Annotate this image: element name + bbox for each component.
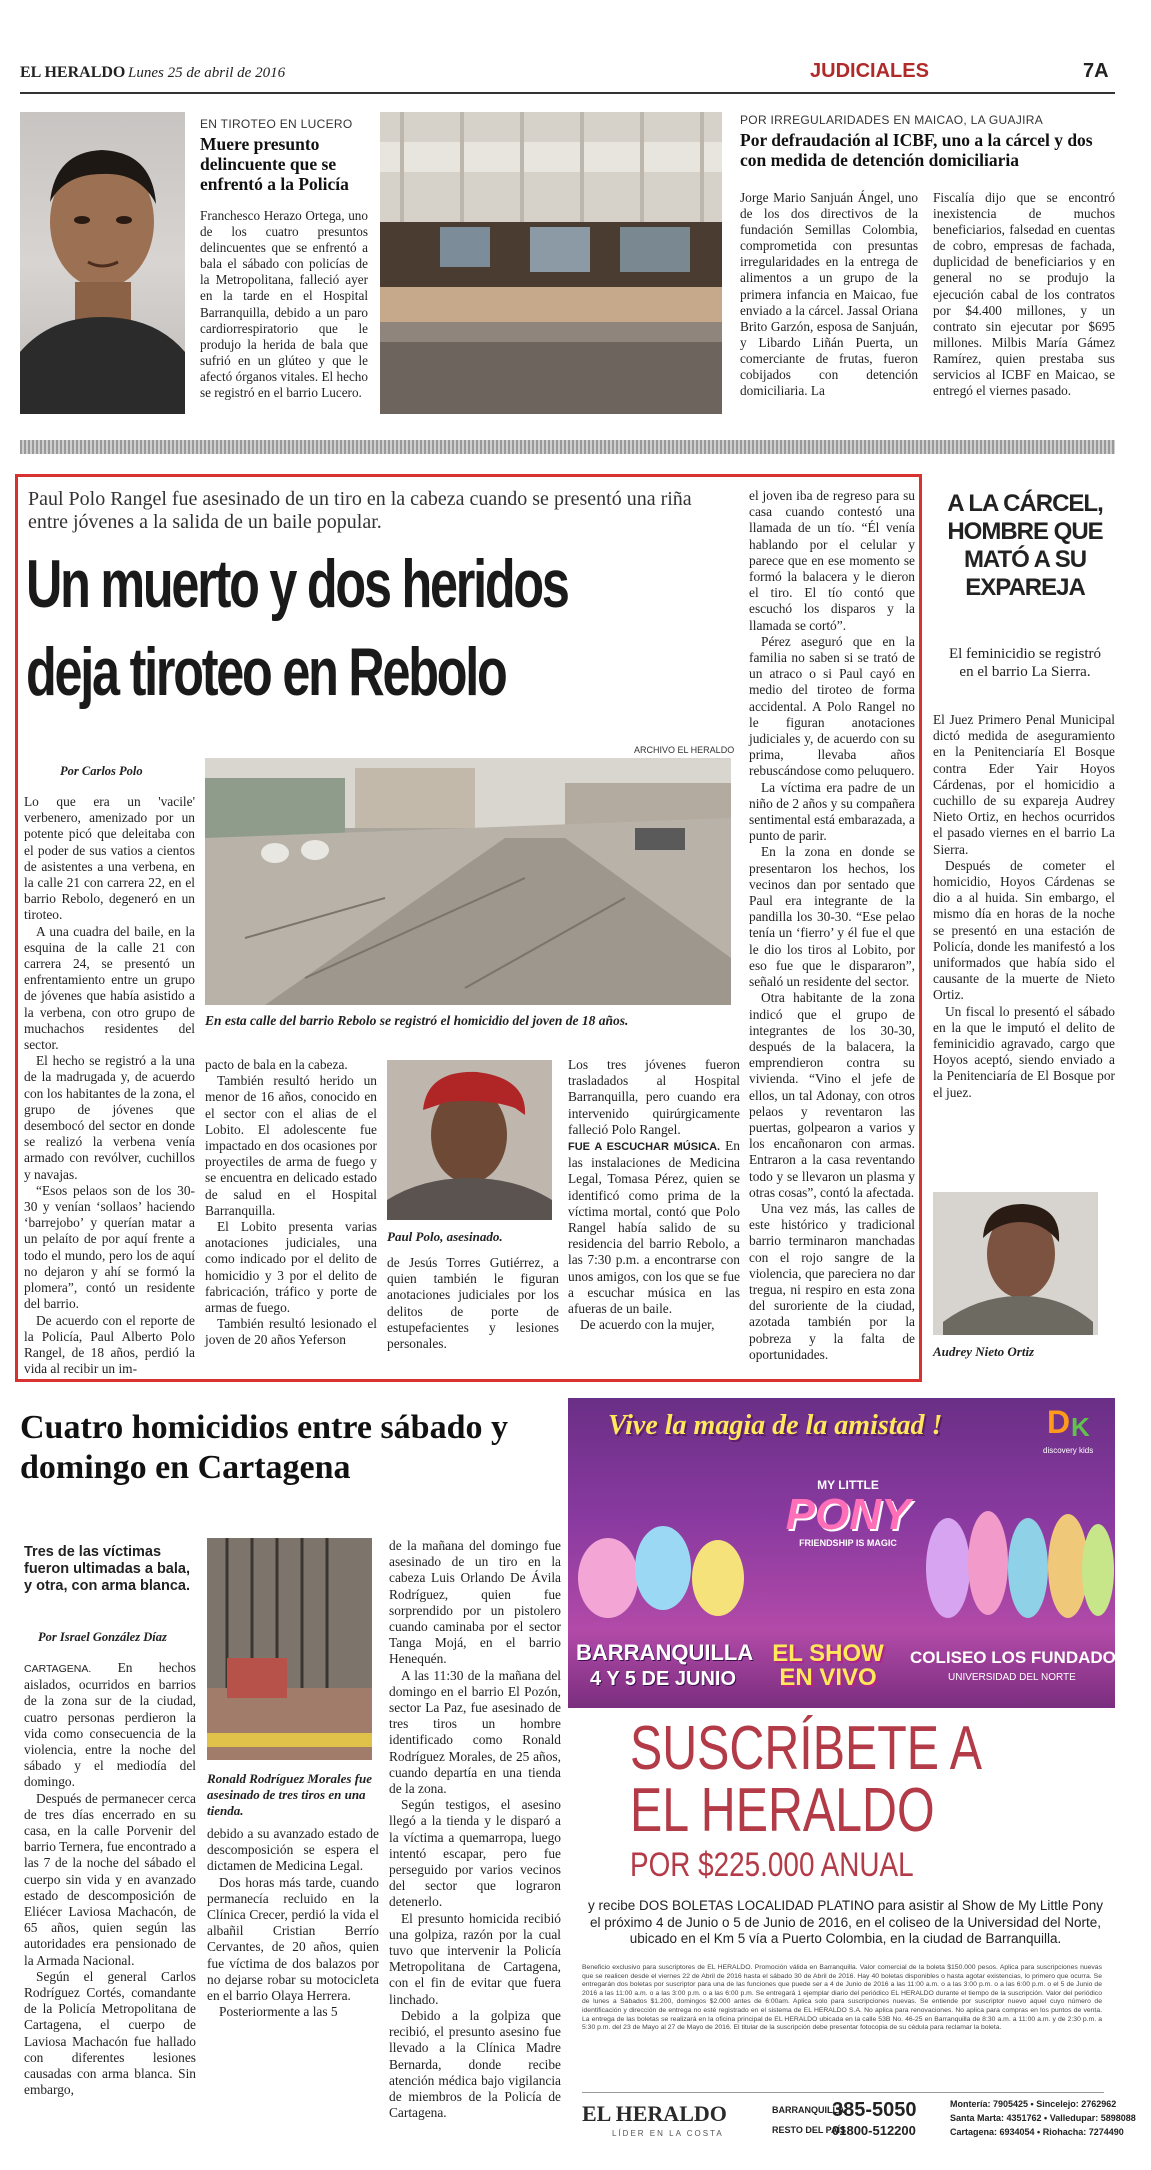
advertisement (568, 1398, 1151, 2150)
cartagena-paragraph: de la mañana del domingo fue asesinado de un tiro en la cabeza Luis Orlando De Ávila Rodríguez, quien fue sorprendido por un pistolero cuando caminaba por el sector Tanga Mojá, en el barrio Henequén. (389, 1538, 561, 1667)
story2-paragraph: Fiscalía dijo que se encontró inexistencia de muchos beneficiarios, falsedad en cuentas de cobro, empresas de fachada, duplicidad de beneficiarios y en general no se produjo la ejecución cabal de los contratos por $4.400 millones, y un contrato sin ejecutar por $695 millones. Milbis María Gámez Ramírez, quien prestaba sus servicios al ICBF en Maicao, se entregó el viernes pasado. (933, 190, 1115, 399)
promo-text: y recibe DOS BOLETAS LOCALIDAD PLATINO para asistir al Show de My Little Pony el próximo 4 de Junio o 5 de Junio de 2016, en el coliseo de la Universidad del Norte, ubicado en el Km 5 vía a Puerto Colombia, en la ciudad de Barranquilla. (588, 1898, 1103, 1946)
audrey-photo-caption: Audrey Nieto Ortiz (933, 1344, 1035, 1359)
pony-show-banner (568, 1398, 1151, 1708)
main-deck: Paul Polo Rangel fue asesinado de un tiro en la cabeza cuando se presentó una riña entre jóvenes a la salida de un baile popular. (28, 488, 692, 533)
cartagena-paragraph: El presunto homicida recibió una golpiza, razón por la cual tuvo que intervenir la Policía Metropolitana de Cartagena, con el fin de evitar que fuera linchado. (389, 1910, 561, 2007)
pony-logo (763, 1478, 933, 1588)
side-body (933, 712, 1115, 1187)
cartagena-headline: Cuatro homicidios entre sábado y domingo en Cartagena (20, 1409, 509, 1486)
logo-letter-k: K (1071, 1412, 1090, 1442)
main-column-e (749, 488, 915, 1374)
pony-logo-top: MY LITTLE (817, 1478, 879, 1492)
main-paragraph: Los tres jóvenes fueron trasladados al Hospital Barranquilla, pero cuando era intervenido quirúrgicamente falleció Polo Rangel. (568, 1057, 740, 1137)
main-paragraph: En la zona en donde se presentaron los hechos, los vecinos dan por sentado que Paul era integrante de la pandilla los 30-30. “Ese pelao tenía un ‘fierro’ y él fue el que le dio los tiros al Lobito, por eso fue que le dispararon”, señaló un residente del sector. (749, 844, 915, 990)
issue-date: Lunes 25 de abril de 2016 (128, 65, 286, 81)
footer-rest: RESTO DEL PAÍS (772, 2125, 847, 2135)
main-paragraph: Una vez más, las calles de este histórico y tradicional barrio terminaron manchadas con el rojo sangre de la violencia, que pareciera no dar tregua, ni respiro en esta zona del suroriente de la ciudad, azotada también por la pobreza y la falta de oportunidades. (749, 1200, 915, 1362)
cartagena-paragraph: debido a su avanzado estado de descomposición se espera el dictamen de Medicina Legal. (207, 1826, 379, 1874)
main-headline-line2: deja tiroteo en Rebolo (26, 634, 506, 710)
footer-city: BARRANQUILLA (772, 2105, 845, 2115)
story2-paragraph: Jorge Mario Sanjuán Ángel, uno de los dos directivos de la fundación Semillas Colombia, comprometida con presuntas irregularidades en la entrega de alimentos a un grupo de la primera infancia en Maicao, fue enviado a la cárcel. Jassal Oriana Brito Garzón, esposa de Sanjuán, y Libardo Liñán Puerta, un comerciante de frutas, fueron cobijados con detención domiciliaria. La (740, 190, 918, 399)
footer-line-2: Santa Marta: 4351762 • Valledupar: 5898088 (950, 2113, 1136, 2123)
side-paragraph: Un fiscal lo presentó el sábado en la que le imputó el delito de feminicidio agravado, cargo que Hoyos aceptó, siendo enviado a la Penitenciaría de El Bosque por el juez. (933, 1003, 1115, 1100)
cartagena-deck: Tres de las víctimas fueron ultimadas a bala, y otra, con arma blanca. (24, 1544, 191, 1594)
cartagena-paragraph: En hechos aislados, ocurridos en barrios de la zona sur de la ciudad, cuatro personas perdieron la vida como consecuencia de la violencia, entre la noche del sábado y el mediodía del domingo. (24, 1660, 196, 1790)
suspect-photo (20, 112, 185, 414)
cartagena-paragraph: Debido a la golpiza que recibió, el presunto asesino fue llevado a la Clínica Madre Bernarda, donde recibe atención médica bajo vigilancia de miembros de la Policía de Cartagena. (389, 2007, 561, 2121)
main-paragraph: A una cuadra del baile, en la esquina de la calle 21 con carrera 24, se presentó un enfrentamiento entre un grupo de jóvenes que había asistido a la verbena, con otro grupo de muchachos residentes del sector. (24, 923, 195, 1053)
side-paragraph: El Juez Primero Penal Municipal dictó medida de aseguramiento en la Penitenciaría El Bosque contra Eder Yair Hoyos Cárdenas, por el homicidio a cuchillo de su expareja Audrey Nieto Ortiz, en hechos ocurridos el pasado viernes en el barrio La Sierra. (933, 712, 1115, 857)
main-column-b (205, 1057, 377, 1373)
main-paragraph: Lo que era un 'vacile' verbenero, amenizado por un potente picó que deleitaba con el poder de sus vatios a cientos de asistentes a una verbena, en la calle 21 con carrera 22, en el barrio Rebolo, degeneró en un tiroteo. (24, 794, 195, 923)
subscription-price: POR $225.000 ANUAL (630, 1846, 914, 1884)
section-separator (20, 440, 1115, 454)
main-paragraph: “Esos pelaos son de los 30-30 y venían ‘sollaos’ haciendo ‘barrejobo’ y querían matar a un pelaíto de por aquí frente a todo el mundo, pero los de aquí no dejaron y ahí se formó la plomera”, contó un residente del barrio. (24, 1182, 195, 1312)
main-column-d (568, 1057, 740, 1373)
section-name: JUDICIALES (810, 60, 929, 82)
main-paragraph: La víctima era padre de un niño de 2 años y su compañera sentimental está embarazada, a punto de parir. (749, 779, 915, 844)
pony-logo-main: PONY (785, 1490, 911, 1539)
story2-kicker: POR IRREGULARIDADES EN MAICAO, LA GUAJIRA (740, 113, 1044, 127)
show-city: BARRANQUILLA (576, 1640, 754, 1665)
show-dates: 4 Y 5 DE JUNIO (590, 1668, 736, 1690)
side-deck: El feminicidio se registró en el barrio La Sierra. (948, 646, 1102, 680)
logo-subtitle: discovery kids (1043, 1446, 1094, 1455)
icbf-office-photo (380, 112, 722, 414)
cartagena-byline: Por Israel González Díaz (38, 1630, 167, 1644)
main-paragraph: En las instalaciones de Medicina Legal, Tomasa Pérez, quien se identificó como prima de la víctima mortal, contó que Polo Rangel había salido de su residencia del barrio Rebolo, a las 7:30 p.m. a encontrarse con unos amigos, con los que se fue a escuchar música en las afueras de un baile. (568, 1138, 740, 1317)
page-header (20, 60, 1115, 88)
photo-credit: ARCHIVO EL HERALDO (634, 745, 735, 755)
main-headline-line1: Un muerto y dos heridos (26, 546, 568, 622)
side-paragraph: Después de cometer el homicidio, Hoyos Cárdenas se dio a al huida. Sin embargo, el mismo día en horas de la noche se presentó en una estación de Policía, donde les manifestó a los uniformados que había sido el causante de la muerte de Nieto Ortiz. (933, 857, 1115, 1003)
main-paragraph: pacto de bala en la cabeza. (205, 1057, 348, 1072)
footer-brand: EL HERALDO (582, 2101, 727, 2126)
cartagena-paragraph: Dos horas más tarde, cuando permanecía recluido en la Clínica Crecer, perdió la vida el albañil Cristian Berrío Cervantes, de 20 años, quien fue víctima de dos balazos por no dejarse robar su motocicleta en el barrio Olaya Herrera. (207, 1874, 379, 2004)
story2-headline: Por defraudación al ICBF, uno a la cárcel y dos con medida de detención domiciliaria (740, 130, 1093, 170)
cartagena-column-b (207, 1826, 379, 2150)
cartagena-paragraph: A las 11:30 de la mañana del domingo en el barrio El Pozón, sector La Paz, fue asesinado de tres tiros un hombre identificado como Ronald Rodríguez Morales, de 25 años, cuando departía en una tienda de la zona. (389, 1667, 561, 1797)
subscribe-line1: SUSCRÍBETE A (630, 1714, 983, 1783)
banner-headline: Vive la magia de la amistad ! (608, 1410, 943, 1441)
show-venue-sub: UNIVERSIDAD DEL NORTE (948, 1672, 1076, 1683)
main-paragraph: el joven iba de regreso para su casa cuando contestó una llamada de un tío. “Él venía hablando por el celular y parece que en ese momento se formó la balacera y le dieron el tiro. El tío contó que escuchó los disparos y la llamada se cortó”. (749, 488, 915, 633)
victim-photo-caption: Paul Polo, asesinado. (387, 1229, 503, 1244)
main-photo-caption: En esta calle del barrio Rebolo se registró el homicidio del joven de 18 años. (205, 1013, 629, 1028)
cartagena-paragraph: Después de permanecer cerca de tres días encerrado en su casa, en la calle Porvenir del barrio Ternera, fue encontrado a las 7 de la noche del sábado el cuerpo sin vida y en avanzado estado de descomposición de Eliécer Laviosa Machacón, de 65 años, quien según las autoridades era pensionado de la Armada Nacional. (24, 1790, 196, 1968)
subscribe-line2: EL HERALDO (630, 1776, 935, 1845)
cartagena-column-a (24, 1660, 196, 2150)
pony-logo-subtitle: FRIENDSHIP IS MAGIC (799, 1538, 897, 1548)
main-column-a (24, 794, 195, 1376)
footer-line-1: Montería: 7905425 • Sincelejo: 2762962 (950, 2099, 1117, 2109)
main-subhead: FUE A ESCUCHAR MÚSICA. (568, 1141, 721, 1154)
main-paragraph: El hecho se registró a la una de la madrugada y, de acuerdo con los habitantes de la zona, el grupo de jóvenes que desembocó del sector en donde se realizó la verbena venía armado con revólver, cuchillos y navajas. (24, 1053, 195, 1182)
story2-column-1 (740, 190, 918, 418)
story1-kicker: EN TIROTEO EN LUCERO (200, 117, 353, 131)
main-byline: Por Carlos Polo (60, 764, 143, 778)
ad-footer (582, 2092, 1136, 2145)
story1-paragraph: Franchesco Herazo Ortega, uno de los cuatro presuntos delincuentes que se enfrentó a bala el sábado con policías de la Metropolitana, falleció ayer en la tarde en el Hospital Barranquilla, debido a un paro cardiorrespiratorio que le produjo la herida de bala que sufrió en un glúteo y que le afectó órganos vitales. El hecho se registró en el barrio Lucero. (200, 208, 368, 401)
audrey-photo (933, 1192, 1098, 1335)
footer-slogan: LÍDER EN LA COSTA (612, 2129, 724, 2138)
main-paragraph: Otra habitante de la zona indicó que el grupo de integrantes de los 30-30, después de la balacera, la emprendieron contra su vivienda. “Vino el jefe de ellos, un tal Adonay, con otros pelaos y reventaron las puertas, golpearon a varios y los encañonaron con armas. Entraron a la casa reventando todo y se llevaron un plasma y otras cosas”, contó la afectada. (749, 990, 915, 1200)
main-paragraph: El Lobito presenta varias anotaciones judiciales, una como indicado por el delito de homicidio y 3 por el delito de fabricación, tráfico y porte de armas de fuego. (205, 1219, 377, 1316)
main-paragraph: También resultó lesionado el joven de 20 años Yeferson (205, 1316, 377, 1348)
crime-scene-caption: Ronald Rodríguez Morales fue asesinado de tres tiros en una tienda. (207, 1771, 373, 1818)
main-paragraph: De acuerdo con el reporte de la Policía, Paul Alberto Polo Rangel, de 18 años, perdió la vida al recibir un im- (24, 1312, 195, 1377)
main-paragraph: de Jesús Torres Gutiérrez, a quien también le figuran anotaciones judiciales por los delitos de porte de estupefacientes y lesiones personales. (387, 1255, 559, 1352)
story2-column-2 (933, 190, 1115, 418)
show-tagline: EL SHOW EN VIVO (772, 1640, 884, 1691)
side-headline: A LA CÁRCEL, HOMBRE QUE MATÓ A SU EXPAREJA (947, 490, 1103, 601)
main-column-c (387, 1255, 559, 1373)
main-paragraph: Pérez aseguró que en la familia no saben si se trató de un atraco o si Paul cayó en medio del tiroteo de forma accidental. A Polo Rangel no le figuran anotaciones judiciales y, de acuerdo con su prima, llevaba años rebuscándose como peluquero. (749, 633, 915, 779)
cartagena-dateline: CARTAGENA. (24, 1663, 92, 1675)
footer-phone: 385-5050 (832, 2099, 917, 2121)
cartagena-paragraph: Según testigos, el asesino llegó a la tienda y le disparó a la víctima a quemarropa, luego intentó escapar, pero fue perseguido por varios vecinos del sector que lograron detenerlo. (389, 1797, 561, 1910)
story1-body (200, 208, 368, 418)
logo-letter-d: D (1047, 1404, 1071, 1440)
header-rule (20, 92, 1115, 94)
footer-tollfree: 01800-512200 (832, 2123, 916, 2138)
main-paragraph: También resultó herido un menor de 16 años, conocido en el sector con el alias de el Lobito. El adolescente fue impactado en dos ocasiones por proyectiles de arma de fuego y se encuentra en delicado estado de salud en el Hospital Barranquilla. (205, 1073, 377, 1218)
crime-scene-photo (207, 1538, 372, 1760)
story1-headline: Muere presunto delincuente que se enfrentó a la Policía (200, 134, 349, 194)
cartagena-paragraph: Posteriormente a las 5 (219, 2004, 338, 2020)
cartagena-paragraph: Según el general Carlos Rodríguez Cortés, comandante de la Policía Metropolitana de Cartagena, el cuerpo de Laviosa Machacón fue hallado con diferentes lesiones causadas con arma blanca. Sin embargo, (24, 1968, 196, 2098)
footer-line-3: Cartagena: 6934054 • Riohacha: 7274490 (950, 2127, 1124, 2137)
show-venue: COLISEO LOS FUNDADORES (910, 1648, 1151, 1667)
page-number: 7A (1083, 60, 1109, 82)
cartagena-column-c (389, 1538, 561, 2150)
discovery-kids-logo (1043, 1404, 1107, 1460)
masthead-brand: EL HERALDO (20, 64, 126, 81)
rebolo-street-photo (205, 758, 731, 1005)
fine-print: Beneficio exclusivo para suscriptores de EL HERALDO. Promoción válida en Barranquilla. Valor comercial de la boleta $150.000 pesos. Aplica para suscripciones nuevas que se realicen desde el viernes 22 de Abril de 2016 hasta el sábado 30 de Abril de 2016. Hay 40 boletas disponibles o hasta agotar existencias, lo primero que ocurra. Se entregarán dos boletas por suscriptor para una de las funciones que puede ser a 4 de Junio de 2016 a las 11:00 a.m. o a las 3:00 p.m. o a las 6:00 p.m. o el 5 de Junio de 2016 a las 11:00 a.m. o a las 3:00 p.m. o a las 6:00 p.m. Se entregará 1 ejemplar diario del periódico EL HERALDO durante el tiempo de la suscripción. Valor del periódico de lunes a Sábados $1.200, domingos $2.000 antes de 6:00am. Aplica solo para suscripciones nuevas. Se entiende por suscriptor nuevo aquel cuyo número de identificación y dirección de entrega no esté registrado en el sistema de EL HERALDO S.A. No aplica para renovaciones. No aplica para compras en los puntos de venta. La entrega de las boletas se realizará en la oficina principal de EL HERALDO ubicada en la calle 53B No. 46-25 en Barranquilla de 8:30 a.m. a 11:00 a.m. y de 2:30 p.m. a 5:30 p.m. del 23 de Mayo al 27 de Mayo de 2016. El titular de la suscripción debe presentar fotocopia de su cédula para reclamar la boleta. (582, 1964, 1102, 2032)
victim-photo (387, 1060, 552, 1220)
main-paragraph: De acuerdo con la mujer, (580, 1317, 715, 1333)
